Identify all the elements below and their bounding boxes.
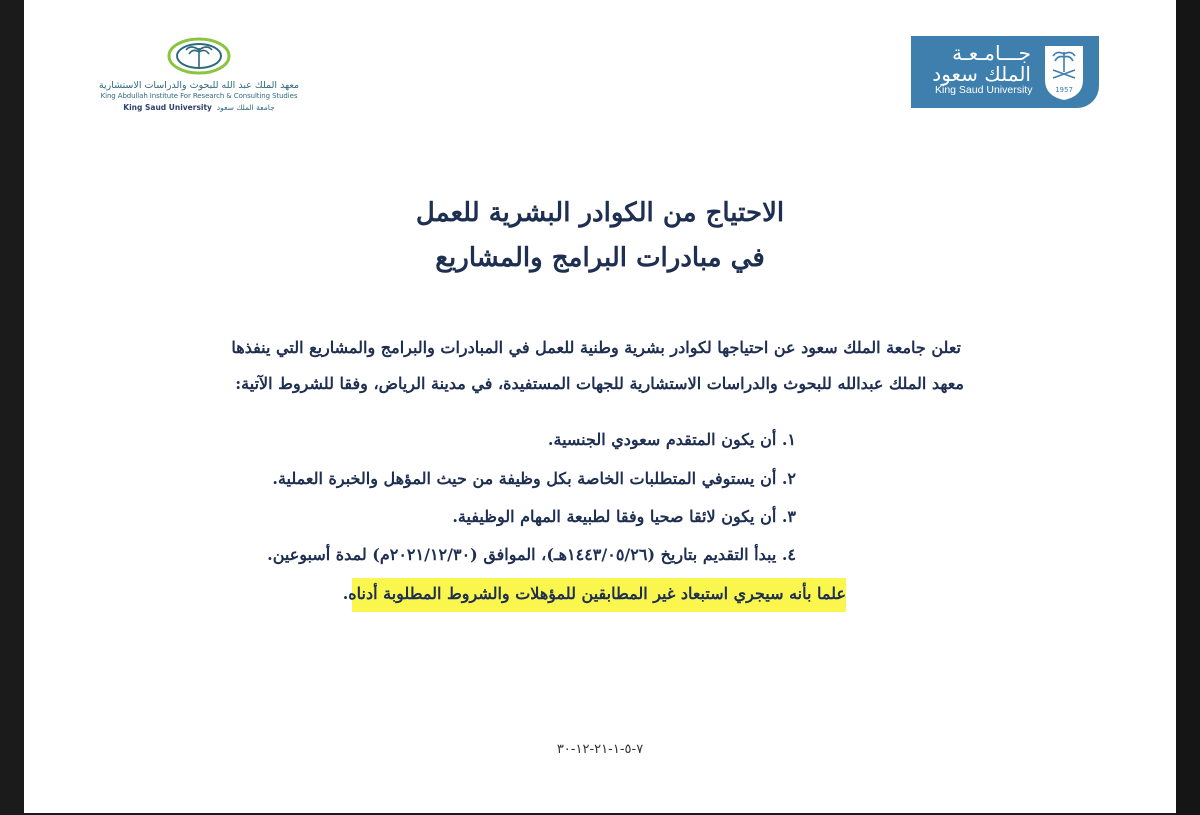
- condition-item: ١. أن يكون المتقدم سعودي الجنسية.: [547, 430, 796, 449]
- kai-university-ar: جامعة الملك سعود: [216, 103, 275, 112]
- ksu-arabic-top: جـــامـعـة: [952, 41, 1031, 65]
- ksu-emblem-icon: [1041, 42, 1087, 102]
- kai-university-en: King Saud University: [123, 103, 212, 112]
- ksu-year: 1957: [1055, 86, 1073, 94]
- document-page: [24, 0, 1176, 813]
- kai-university: [94, 103, 304, 112]
- intro-line-1: تعلن جامعة الملك سعود عن احتياجها لكوادر بشرية وطنية للعمل في المبادرات والبرامج والمشاريع التي ينفذها: [231, 338, 961, 357]
- title-line-1: الاحتياج من الكوادر البشرية للعمل: [415, 198, 785, 228]
- ksu-english-name: King Saud University: [935, 84, 1033, 96]
- intro-line-2: معهد الملك عبدالله للبحوث والدراسات الاستشارية للجهات المستفيدة، في مدينة الرياض، وفقا للشروط الآتية:: [235, 374, 964, 393]
- reference-number: ٧-٥-١-٢١-١٢-٣٠: [556, 742, 644, 757]
- kai-emblem-icon: [164, 34, 234, 78]
- condition-item: ٢. أن يستوفي المتطلبات الخاصة بكل وظيفة من حيث المؤهل والخبرة العملية.: [272, 469, 796, 488]
- ksu-arabic-bottom: الملك سعود: [932, 62, 1031, 86]
- condition-item: ٣. أن يكون لائقا صحيا وفقا لطبيعة المهام الوظيفية.: [452, 507, 796, 526]
- kai-english-name: King Abdullah Institute For Research & Consulting Studies: [100, 92, 298, 100]
- ksu-logo: [911, 36, 1099, 108]
- scan-edge: [1176, 0, 1200, 815]
- highlighted-note: علما بأنه سيجري استبعاد غير المطابقين للمؤهلات والشروط المطلوبة أدناه.: [352, 578, 846, 612]
- condition-item: ٤. يبدأ التقديم بتاريخ (١٤٤٣/٠٥/٢٦هـ)، الموافق (٢٠٢١/١٢/٣٠م) لمدة أسبوعين.: [267, 545, 796, 564]
- kai-arabic-name: معهد الملك عبد الله للبحوث والدراسات الاستشارية: [98, 80, 300, 91]
- title-line-2: في مبادرات البرامج والمشاريع: [435, 243, 765, 273]
- kai-logo: [94, 34, 304, 112]
